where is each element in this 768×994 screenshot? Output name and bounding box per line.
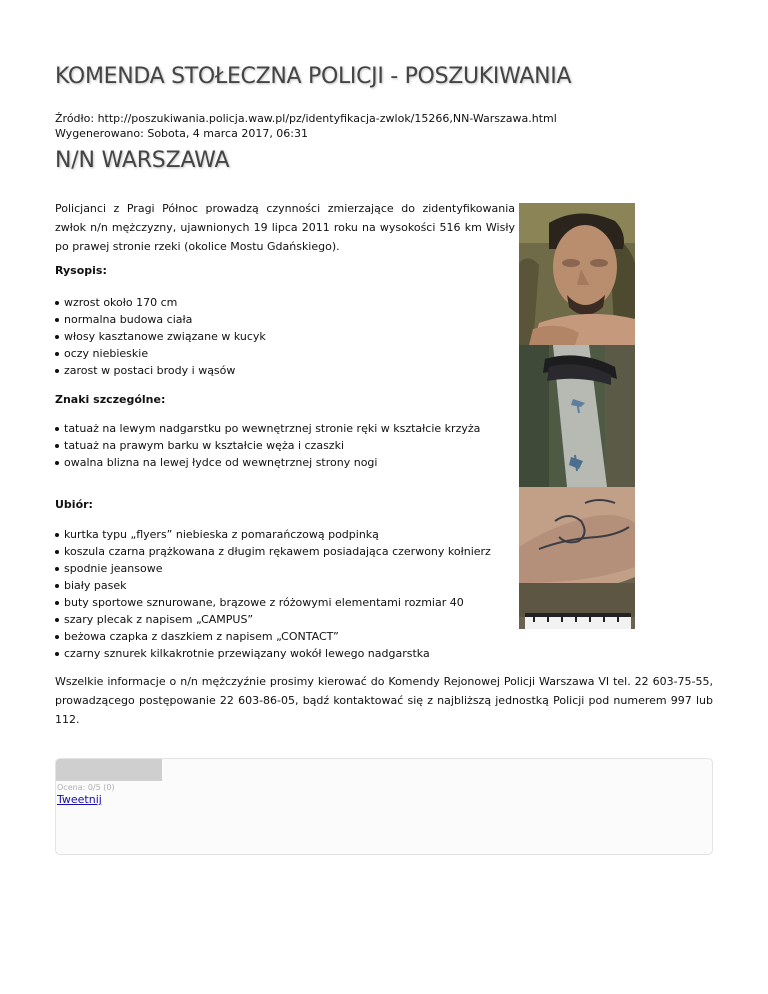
list-item: kurtka typu „flyers” niebieska z pomarańczową podpinką — [55, 526, 491, 543]
list-item: tatuaż na prawym barku w kształcie węża i czaszki — [55, 437, 480, 454]
description-heading: Rysopis: — [55, 264, 107, 277]
photo-column — [519, 203, 635, 629]
tweet-link[interactable]: Tweetnij — [57, 793, 102, 806]
list-item: spodnie jeansowe — [55, 560, 491, 577]
clothing-list — [55, 526, 491, 662]
clothing-heading: Ubiór: — [55, 498, 93, 511]
wrist-tattoo-photo[interactable] — [519, 345, 635, 487]
meta-info — [55, 111, 557, 141]
intro-paragraph: Policjanci z Pragi Północ prowadzą czynności zmierzające do zidentyfikowania zwłok n/n mężczyzny, ujawnionych 19 lipca 2011 roku na wysokości 516 km Wisły po prawej stronie rzeki (okolice Mostu Gdańskiego). — [55, 202, 515, 253]
list-item: oczy niebieskie — [55, 345, 266, 362]
face-photo[interactable] — [519, 203, 635, 345]
list-item: czarny sznurek kilkakrotnie przewiązany wokół lewego nadgarstka — [55, 645, 491, 662]
generated-line: Wygenerowano: Sobota, 4 marca 2017, 06:31 — [55, 127, 309, 140]
description-list — [55, 294, 266, 379]
list-item: koszula czarna prążkowana z długim rękawem posiadająca czerwony kołnierz — [55, 543, 491, 560]
marks-heading: Znaki szczególne: — [55, 393, 166, 406]
list-item: wzrost około 170 cm — [55, 294, 266, 311]
page-title: N/N WARSZAWA — [55, 148, 230, 173]
list-item: normalna budowa ciała — [55, 311, 266, 328]
list-item: zarost w postaci brody i wąsów — [55, 362, 266, 379]
site-title: KOMENDA STOŁECZNA POLICJI - POSZUKIWANIA — [55, 64, 572, 89]
list-item: owalna blizna na lewej łydce od wewnętrznej strony nogi — [55, 454, 480, 471]
list-item: biały pasek — [55, 577, 491, 594]
list-item: szary plecak z napisem „CAMPUS” — [55, 611, 491, 628]
social-panel — [55, 758, 713, 855]
rating-text: Ocena: 0/5 (0) — [57, 783, 115, 792]
contact-paragraph: Wszelkie informacje o n/n mężczyźnie prosimy kierować do Komendy Rejonowej Policji Warszawa VI tel. 22 603-75-55, prowadzącego postępowanie 22 603-86-05, bądź kontaktować się z najbliższą jednostką Policji pod numerem 997 lub 112. — [55, 675, 713, 726]
marks-list — [55, 420, 480, 471]
source-line: Źródło: http://poszukiwania.policja.waw.pl/pz/identyfikacja-zwlok/15266,NN-Warszawa.html — [55, 112, 557, 125]
list-item: włosy kasztanowe związane w kucyk — [55, 328, 266, 345]
rating-stars[interactable] — [56, 759, 162, 781]
list-item: buty sportowe sznurowane, brązowe z różowymi elementami rozmiar 40 — [55, 594, 491, 611]
list-item: beżowa czapka z daszkiem z napisem „CONTACT” — [55, 628, 491, 645]
shoulder-tattoo-photo[interactable] — [519, 487, 635, 629]
list-item: tatuaż na lewym nadgarstku po wewnętrznej stronie ręki w kształcie krzyża — [55, 420, 480, 437]
